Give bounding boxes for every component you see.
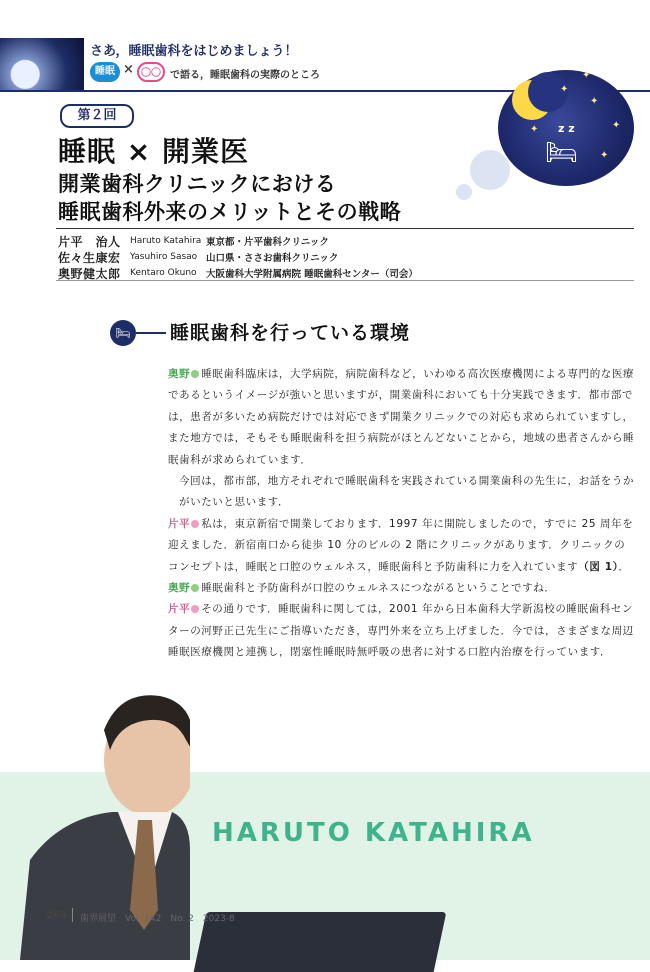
thought-bubble-small [456,184,472,200]
author-name-jp: 奥野健太郎 [58,266,121,281]
series-tag-cross: × [123,62,134,77]
round-label: 第２回 [60,104,134,128]
series-header-image [0,38,84,90]
star-icon: ✦ [560,84,569,95]
thought-bubble [470,150,510,190]
zzz-icon: z z [558,122,575,135]
section-rule [136,332,166,334]
dialogue-paragraph [168,471,636,514]
dialogue-paragraph [168,599,636,663]
speaker-name: 片平 [168,603,191,616]
author-rule [56,280,634,281]
speaker-dot-icon [191,605,199,613]
series-subtitle: で語る，睡眠歯科の実際のところ [170,70,320,81]
journal-info: 歯界展望 Vol. 142 No. 2 2023-8 [80,914,235,924]
star-icon: ✦ [600,150,609,161]
speaker-dot-icon [191,370,199,378]
speaker-dot-icon [191,520,199,528]
dialogue-text: 睡眠歯科と予防歯科が口腔のウェルネスにつながるということですね． [201,582,556,595]
speaker-name: 奥野 [168,582,191,595]
author-name-jp: 佐々生康宏 [58,250,121,265]
dialogue-paragraph [168,514,636,578]
series-tag-sleep: 睡眠 [90,62,120,82]
speaker-dot-icon [191,584,199,592]
article-subtitle-line2: 睡眠歯科外来のメリットとその戦略 [58,200,402,224]
author-name-en: Yasuhiro Sasao [130,252,198,262]
article-body [168,364,636,664]
speaker-name: 片平 [168,517,191,530]
dialogue-paragraph [168,578,636,599]
dialogue-text-tail: ． [618,560,630,573]
author-name-jp: 片平 治人 [58,234,121,249]
article-subtitle-line1: 開業歯科クリニックにおける [58,172,337,196]
article-title: 睡眠 × 開業医 [58,135,249,168]
feature-name: HARUTO KATAHIRA [212,818,535,848]
author-affiliation: 東京都・片平歯科クリニック [206,237,329,248]
author-affiliation: 山口県・ささお歯科クリニック [206,253,339,264]
series-title: さあ，睡眠歯科をはじめましょう！ [90,44,298,59]
title-rule [56,228,634,229]
bed-section-icon: 🛏 [110,320,136,346]
series-tag-blank: 〇〇 [137,62,165,82]
author-row [58,265,418,281]
author-row [58,249,338,265]
author-affiliation: 大阪歯科大学附属病院 睡眠歯科センター（司会） [206,269,418,280]
author-name-en: Haruto Katahira [130,236,202,246]
dialogue-text: 睡眠歯科臨床は，大学病院，病院歯科など，いわゆる高次医療機関による専門的な医療であるというイメージが強いと思いますが，開業歯科においても十分実践できます．都市部では，患者が多いため病院だけでは対応できず開業クリニックでの対応も求められていますし，また地方では，そもそも睡眠歯科を担う病院がほとんどないことから，地域の患者さんから睡眠歯科が求められています． [168,368,635,466]
dialogue-paragraph [168,364,636,471]
author-name-en: Kentaro Okuno [130,268,197,278]
dialogue-text: 私は，東京新宿で開業しております．1997 年に開院しましたので，すでに 25 周年を迎えました．新宿南口から徒歩 10 分のビルの 2 階にクリニックがあります．クリニックのコンセプトは，睡眠と口腔のウェルネス，睡眠歯科と予防歯科に力を入れています [168,517,634,573]
star-icon: ✦ [612,120,621,131]
figure-reference: （図 1） [578,560,619,573]
page-number: 264 [46,910,67,921]
bed-icon: 🛏 [545,138,579,168]
section-title: 睡眠歯科を行っている環境 [170,322,411,344]
star-icon: ✦ [590,96,599,107]
author-row [58,233,329,249]
star-icon: ✦ [582,70,591,81]
dialogue-text: 今回は，都市部，地方それぞれで睡眠歯科を実践されている開業歯科の先生に，お話をうかがいたいと思います． [179,475,635,509]
dialogue-text: その通りです．睡眠歯科に関しては，2001 年から日本歯科大学新潟校の睡眠歯科センターの河野正己先生にご指導いただき，専門外来を立ち上げました．今では，さまざまな周辺睡眠医療機関と連携し，閉塞性睡眠時無呼吸の患者に対する口腔内治療を行っています． [168,603,634,659]
speaker-name: 奥野 [168,368,191,380]
star-icon: ✦ [530,124,539,135]
footer-divider [72,908,73,922]
